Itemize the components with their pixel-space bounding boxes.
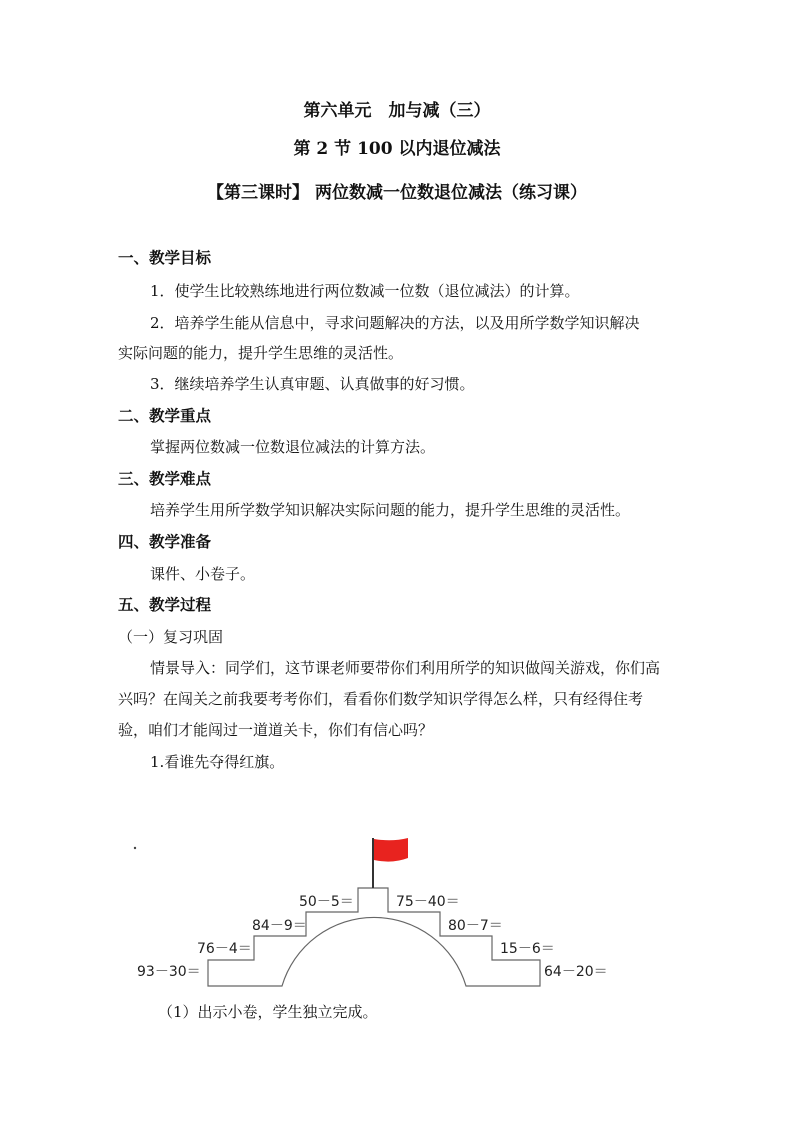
objectives-heading: 一、教学目标 (118, 248, 212, 267)
left-eq-2: 84－9＝ (252, 918, 307, 934)
right-eq-4: 64－20＝ (544, 964, 608, 980)
objective-item-2-cont: 实际问题的能力，提升学生思维的灵活性。 (118, 344, 404, 362)
intro-line-1: 情景导入：同学们，这节课老师要带你们利用所学的知识做闯关游戏，你们高 (150, 659, 661, 677)
objective-item-3: 3．继续培养学生认真审题、认真做事的好习惯。 (150, 375, 475, 393)
right-eq-3: 15－6＝ (500, 941, 555, 957)
key-points-heading: 二、教学重点 (118, 406, 212, 425)
left-eq-3: 76－4＝ (197, 941, 252, 957)
intro-line-3: 验，咱们才能闯过一道道关卡，你们有信心吗？ (118, 721, 434, 739)
intro-line-2: 兴吗？在闯关之前我要考考你们，看看你们数学知识学得怎么样，只有经得住考 (118, 690, 644, 708)
stray-dot (134, 847, 136, 849)
process-subheading: （一）复习巩固 (118, 628, 224, 646)
difficulties-text: 培养学生用所学数学知识解决实际问题的能力，提升学生思维的灵活性。 (150, 501, 631, 519)
exercise-note: （1）出示小卷，学生独立完成。 (158, 1003, 378, 1021)
objective-item-1: 1．使学生比较熟练地进行两位数减一位数（退位减法）的计算。 (150, 282, 580, 300)
red-flag-icon (374, 838, 408, 862)
task-label: 1.看谁先夺得红旗。 (150, 753, 285, 771)
right-eq-2: 80－7＝ (448, 918, 503, 934)
key-points-text: 掌握两位数减一位数退位减法的计算方法。 (150, 438, 436, 456)
left-eq-1: 50－5＝ (299, 894, 354, 910)
right-eq-1: 75－40＝ (396, 894, 460, 910)
process-heading: 五、教学过程 (118, 595, 212, 614)
preparation-heading: 四、教学准备 (118, 532, 212, 551)
unit-title: 第六单元 加与减（三） (303, 101, 491, 121)
objective-item-2: 2．培养学生能从信息中，寻求问题解决的方法，以及用所学数学知识解决 (150, 314, 640, 332)
stair-outline (208, 888, 540, 986)
preparation-text: 课件、小卷子。 (150, 565, 256, 583)
left-eq-4: 93－30＝ (137, 964, 201, 980)
lesson-title: 【第三课时】 两位数减一位数退位减法（练习课） (207, 183, 587, 203)
section-title: 第 2 节 100 以内退位减法 (293, 139, 501, 159)
difficulties-heading: 三、教学难点 (118, 469, 212, 488)
